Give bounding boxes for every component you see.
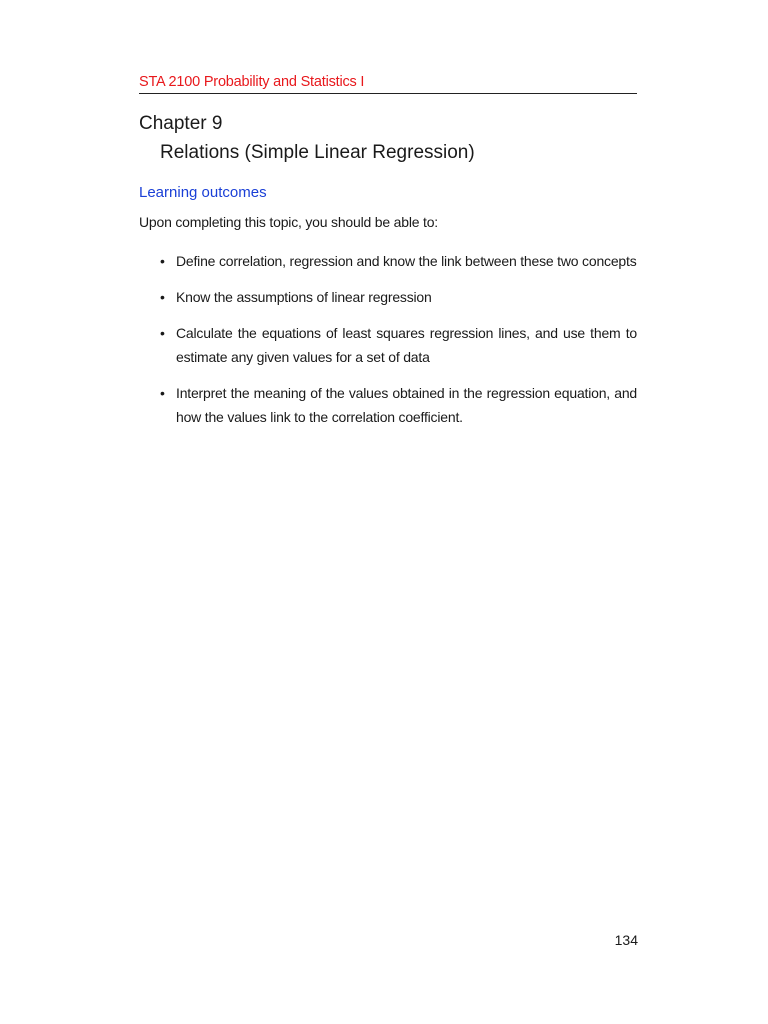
learning-outcomes-list — [160, 249, 637, 441]
learning-outcomes-intro: Upon completing this topic, you should be able to: — [139, 214, 438, 230]
bullet-icon: • — [160, 253, 165, 269]
list-item — [160, 321, 637, 369]
outcome-text: Interpret the meaning of the values obtained in the regression equation, and how the values link to the correlation coefficient. — [176, 385, 637, 425]
running-header — [139, 72, 637, 94]
outcome-text: Calculate the equations of least squares regression lines, and use them to estimate any given values for a set of data — [176, 325, 637, 365]
bullet-icon: • — [160, 289, 165, 305]
list-item — [160, 381, 637, 429]
chapter-title: Relations (Simple Linear Regression) — [160, 142, 475, 163]
course-title: STA 2100 Probability and Statistics I — [139, 74, 365, 90]
list-item — [160, 285, 637, 309]
bullet-icon: • — [160, 325, 165, 341]
outcome-text: Know the assumptions of linear regression — [176, 289, 432, 305]
bullet-icon: • — [160, 385, 165, 401]
learning-outcomes-heading: Learning outcomes — [139, 184, 267, 201]
outcome-text: Define correlation, regression and know the link between these two concepts — [176, 253, 637, 269]
list-item — [160, 249, 637, 273]
chapter-number: Chapter 9 — [139, 113, 223, 134]
page-number: 134 — [614, 932, 638, 948]
